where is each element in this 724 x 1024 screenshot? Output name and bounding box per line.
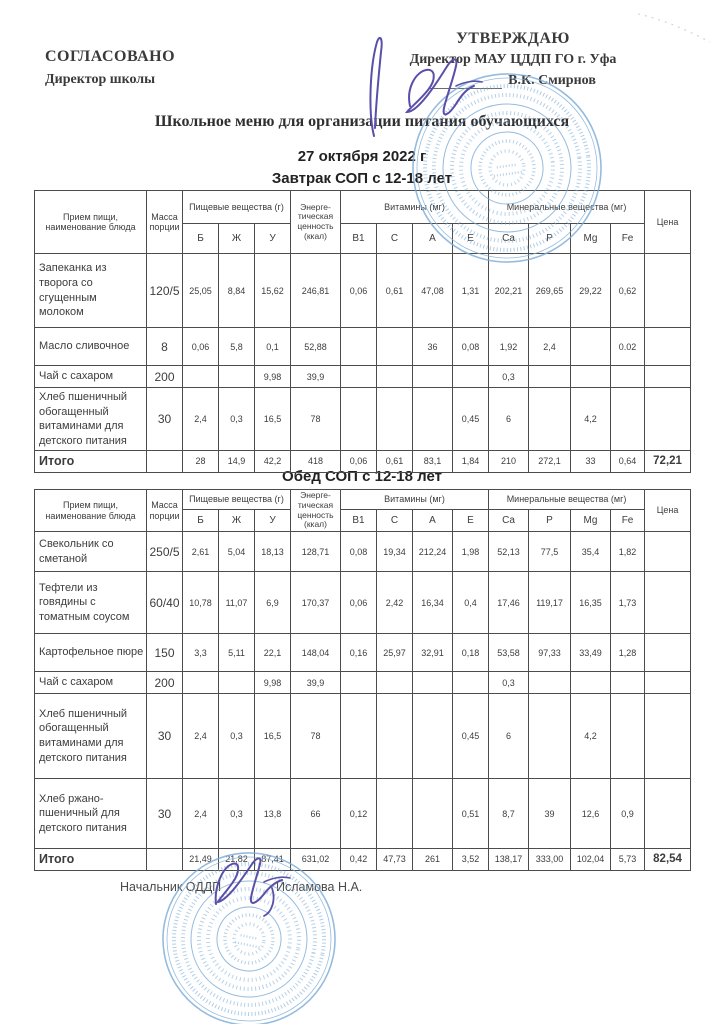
value-cell: 246,81 (291, 254, 341, 328)
dish-name-cell: Чай с сахаром (35, 366, 147, 388)
value-cell: 11,07 (219, 572, 255, 634)
value-cell: 33,49 (571, 634, 611, 672)
value-cell: 22,1 (255, 634, 291, 672)
value-cell: 21,82 (219, 849, 255, 871)
lunch-table-title: Обед СОП с 12-18 лет (282, 468, 442, 485)
value-cell: 47,73 (377, 849, 413, 871)
value-cell (377, 328, 413, 366)
value-cell: 25,05 (183, 254, 219, 328)
value-cell: 19,34 (377, 532, 413, 572)
header-vitamin-b1: B1 (341, 224, 377, 254)
value-cell: 0,9 (611, 779, 645, 849)
value-cell: 170,37 (291, 572, 341, 634)
dish-name-cell: Запеканка из творога со сгущенным молоком (35, 254, 147, 328)
value-cell: 2,4 (183, 388, 219, 451)
table-row (35, 328, 691, 366)
value-cell: 0,51 (453, 779, 489, 849)
table-row (35, 779, 691, 849)
header-fat: Ж (219, 224, 255, 254)
value-cell: 12,6 (571, 779, 611, 849)
value-cell (341, 328, 377, 366)
value-cell (147, 849, 183, 871)
value-cell: 1,92 (489, 328, 529, 366)
value-cell: 0,3 (489, 672, 529, 694)
value-cell (219, 366, 255, 388)
value-cell: 0,16 (341, 634, 377, 672)
header-meal: Прием пищи, наименование блюда (35, 490, 147, 532)
value-cell: 0,06 (341, 254, 377, 328)
value-cell: 1,82 (611, 532, 645, 572)
value-cell: 0,06 (341, 451, 377, 473)
value-cell (413, 388, 453, 451)
header-magnesium: Mg (571, 510, 611, 532)
value-cell: 0,3 (219, 388, 255, 451)
value-cell: 8,84 (219, 254, 255, 328)
header-mass: Масса порции (147, 490, 183, 532)
value-cell: 250/5 (147, 532, 183, 572)
table-row (35, 672, 691, 694)
value-cell: 8,7 (489, 779, 529, 849)
value-cell (413, 366, 453, 388)
header-meal: Прием пищи, наименование блюда (35, 191, 147, 254)
value-cell: 25,97 (377, 634, 413, 672)
value-cell: 6,9 (255, 572, 291, 634)
value-cell: 18,13 (255, 532, 291, 572)
value-cell: 261 (413, 849, 453, 871)
value-cell: 47,08 (413, 254, 453, 328)
value-cell: 60/40 (147, 572, 183, 634)
header-phosphorus: P (529, 510, 571, 532)
value-cell: 77,5 (529, 532, 571, 572)
value-cell (611, 672, 645, 694)
value-cell: 1,73 (611, 572, 645, 634)
value-cell: 17,46 (489, 572, 529, 634)
value-cell: 269,65 (529, 254, 571, 328)
header-carbs: У (255, 224, 291, 254)
lunch-table (34, 489, 691, 871)
value-cell (377, 672, 413, 694)
value-cell: 150 (147, 634, 183, 672)
header-carbs: У (255, 510, 291, 532)
value-cell: 9,98 (255, 672, 291, 694)
value-cell: 1,28 (611, 634, 645, 672)
value-cell: 0,61 (377, 254, 413, 328)
header-protein: Б (183, 510, 219, 532)
header-minerals-group: Минеральные вещества (мг) (489, 490, 645, 510)
value-cell: 128,71 (291, 532, 341, 572)
value-cell: 5,73 (611, 849, 645, 871)
approval-left-block (45, 48, 175, 88)
value-cell: 0,3 (219, 779, 255, 849)
value-cell (571, 672, 611, 694)
header-vitamins-group: Витамины (мг) (341, 191, 489, 224)
dish-name-cell: Тефтели из говядины с томатным соусом (35, 572, 147, 634)
value-cell (645, 572, 691, 634)
value-cell (377, 694, 413, 779)
breakfast-table (34, 190, 691, 473)
header-nutrients-group: Пищевые вещества (г) (183, 490, 291, 510)
approver-name: В.К. Смирнов (508, 73, 596, 88)
value-cell: 1,84 (453, 451, 489, 473)
value-cell: 4,2 (571, 694, 611, 779)
value-cell: 119,17 (529, 572, 571, 634)
value-cell: 78 (291, 694, 341, 779)
header-price: Цена (645, 191, 691, 254)
value-cell (571, 366, 611, 388)
dish-name-cell: Хлеб пшеничный обогащенный витаминами для детского питания (35, 388, 147, 451)
footer-name: Исламова Н.А. (276, 880, 363, 894)
dish-name-cell: Свекольник со сметаной (35, 532, 147, 572)
header-calcium: Ca (489, 510, 529, 532)
table-row (35, 572, 691, 634)
header-iron: Fe (611, 510, 645, 532)
value-cell: 0,4 (453, 572, 489, 634)
total-row (35, 451, 691, 473)
value-cell: 0,64 (611, 451, 645, 473)
value-cell: 2,42 (377, 572, 413, 634)
value-cell: 14,9 (219, 451, 255, 473)
value-cell: 138,17 (489, 849, 529, 871)
value-cell: 1,31 (453, 254, 489, 328)
table-row (35, 366, 691, 388)
value-cell: 272,1 (529, 451, 571, 473)
value-cell: 53,58 (489, 634, 529, 672)
header-vitamin-e: E (453, 224, 489, 254)
header-phosphorus: P (529, 224, 571, 254)
value-cell: 2,4 (529, 328, 571, 366)
header-fat: Ж (219, 510, 255, 532)
value-cell: 30 (147, 694, 183, 779)
value-cell (183, 366, 219, 388)
value-cell (611, 366, 645, 388)
value-cell: 5,11 (219, 634, 255, 672)
header-vitamin-a: A (413, 224, 453, 254)
value-cell: 2,4 (183, 694, 219, 779)
value-cell (341, 672, 377, 694)
dish-name-cell: Хлеб пшеничный обогащенный витаминами для детского питания (35, 694, 147, 779)
value-cell (183, 672, 219, 694)
value-cell (645, 694, 691, 779)
header-price: Цена (645, 490, 691, 532)
value-cell: 30 (147, 779, 183, 849)
value-cell (645, 779, 691, 849)
value-cell: 10,78 (183, 572, 219, 634)
value-cell: 2,61 (183, 532, 219, 572)
approval-right-title: УТВЕРЖДАЮ (456, 30, 570, 47)
value-cell: 16,5 (255, 388, 291, 451)
approval-left-role: Директор школы (45, 72, 156, 87)
value-cell (645, 388, 691, 451)
header-calcium: Ca (489, 224, 529, 254)
dish-name-cell: Картофельное пюре (35, 634, 147, 672)
value-cell (529, 388, 571, 451)
approval-right-signatory (358, 73, 668, 89)
value-cell: 33 (571, 451, 611, 473)
value-cell: 631,02 (291, 849, 341, 871)
value-cell: 39,9 (291, 366, 341, 388)
value-cell: 42,2 (255, 451, 291, 473)
value-cell (529, 672, 571, 694)
footer-position: Начальник ОДДП (120, 880, 222, 894)
header-magnesium: Mg (571, 224, 611, 254)
value-cell: 0,61 (377, 451, 413, 473)
round-stamp-bottom (156, 846, 342, 1024)
value-cell (453, 366, 489, 388)
header-vitamin-c: C (377, 224, 413, 254)
value-cell: 21,49 (183, 849, 219, 871)
header-nutrients-group: Пищевые вещества (г) (183, 191, 291, 224)
value-cell: 2,4 (183, 779, 219, 849)
value-cell: 6 (489, 694, 529, 779)
value-cell: 200 (147, 366, 183, 388)
value-cell: 418 (291, 451, 341, 473)
value-cell (413, 672, 453, 694)
dish-name-cell: Хлеб ржано-пшеничный для детского питания (35, 779, 147, 849)
value-cell (645, 532, 691, 572)
value-cell: 5,04 (219, 532, 255, 572)
value-cell: 4,2 (571, 388, 611, 451)
table-row (35, 254, 691, 328)
value-cell: 15,62 (255, 254, 291, 328)
value-cell: 16,5 (255, 694, 291, 779)
value-cell (453, 672, 489, 694)
document-title: Школьное меню для организации питания обучающихся (154, 113, 570, 130)
value-cell: 102,04 (571, 849, 611, 871)
value-cell: 5,8 (219, 328, 255, 366)
value-cell: 16,35 (571, 572, 611, 634)
approval-right-block (358, 30, 668, 89)
value-cell (377, 388, 413, 451)
value-cell (645, 254, 691, 328)
value-cell: 28 (183, 451, 219, 473)
value-cell (645, 328, 691, 366)
value-cell: 6 (489, 388, 529, 451)
signature-line (430, 75, 502, 89)
value-cell (571, 328, 611, 366)
value-cell: 52,88 (291, 328, 341, 366)
value-cell (377, 779, 413, 849)
value-cell (645, 366, 691, 388)
value-cell: 30 (147, 388, 183, 451)
value-cell: 97,33 (529, 634, 571, 672)
value-cell: 8 (147, 328, 183, 366)
value-cell: 72,21 (645, 451, 691, 473)
value-cell (341, 694, 377, 779)
value-cell: 83,1 (413, 451, 453, 473)
table-row (35, 694, 691, 779)
value-cell: 0,08 (453, 328, 489, 366)
value-cell: 200 (147, 672, 183, 694)
value-cell: 39 (529, 779, 571, 849)
header-energy: Энерге-тическая ценность (ккал) (291, 490, 341, 532)
value-cell: 0.02 (611, 328, 645, 366)
header-mass: Масса порции (147, 191, 183, 254)
value-cell: 0,42 (341, 849, 377, 871)
value-cell: 0,62 (611, 254, 645, 328)
value-cell (341, 388, 377, 451)
value-cell (341, 366, 377, 388)
value-cell: 39,9 (291, 672, 341, 694)
approval-right-role: Директор МАУ ЦДДП ГО г. Уфа (409, 52, 617, 67)
value-cell: 36 (413, 328, 453, 366)
table-row (35, 388, 691, 451)
breakfast-table-title: Завтрак СОП с 12-18 лет (271, 170, 453, 187)
value-cell: 3,52 (453, 849, 489, 871)
value-cell: 66 (291, 779, 341, 849)
value-cell: 202,21 (489, 254, 529, 328)
value-cell: 9,98 (255, 366, 291, 388)
value-cell: 0,45 (453, 388, 489, 451)
value-cell (611, 388, 645, 451)
value-cell: 87,41 (255, 849, 291, 871)
dish-name-cell: Итого (35, 849, 147, 871)
value-cell: 0,1 (255, 328, 291, 366)
value-cell (219, 672, 255, 694)
value-cell: 29,22 (571, 254, 611, 328)
header-minerals-group: Минеральные вещества (мг) (489, 191, 645, 224)
dish-name-cell: Масло сливочное (35, 328, 147, 366)
value-cell (413, 779, 453, 849)
header-iron: Fe (611, 224, 645, 254)
value-cell (147, 451, 183, 473)
value-cell: 0,3 (219, 694, 255, 779)
value-cell: 0,06 (183, 328, 219, 366)
value-cell: 82,54 (645, 849, 691, 871)
value-cell: 52,13 (489, 532, 529, 572)
value-cell: 3,3 (183, 634, 219, 672)
value-cell (529, 366, 571, 388)
value-cell: 0,08 (341, 532, 377, 572)
value-cell: 35,4 (571, 532, 611, 572)
header-vitamin-c: C (377, 510, 413, 532)
value-cell: 148,04 (291, 634, 341, 672)
value-cell: 1,98 (453, 532, 489, 572)
value-cell (529, 694, 571, 779)
value-cell: 333,00 (529, 849, 571, 871)
dish-name-cell: Итого (35, 451, 147, 473)
value-cell: 0,18 (453, 634, 489, 672)
value-cell: 0,12 (341, 779, 377, 849)
approval-left-title: СОГЛАСОВАНО (45, 48, 176, 65)
value-cell: 0,06 (341, 572, 377, 634)
header-vitamin-b1: B1 (341, 510, 377, 532)
document-date: 27 октября 2022 г (297, 148, 427, 165)
value-cell: 0,45 (453, 694, 489, 779)
value-cell: 32,91 (413, 634, 453, 672)
total-row (35, 849, 691, 871)
value-cell: 120/5 (147, 254, 183, 328)
header-vitamin-e: E (453, 510, 489, 532)
value-cell: 0,3 (489, 366, 529, 388)
header-vitamin-a: A (413, 510, 453, 532)
header-energy: Энерге-тическая ценность (ккал) (291, 191, 341, 254)
table-row (35, 532, 691, 572)
value-cell: 78 (291, 388, 341, 451)
dish-name-cell: Чай с сахаром (35, 672, 147, 694)
value-cell (611, 694, 645, 779)
value-cell: 16,34 (413, 572, 453, 634)
value-cell (645, 672, 691, 694)
value-cell: 212,24 (413, 532, 453, 572)
value-cell (377, 366, 413, 388)
value-cell (413, 694, 453, 779)
header-protein: Б (183, 224, 219, 254)
table-row (35, 634, 691, 672)
header-vitamins-group: Витамины (мг) (341, 490, 489, 510)
value-cell (645, 634, 691, 672)
value-cell: 210 (489, 451, 529, 473)
value-cell: 13,8 (255, 779, 291, 849)
